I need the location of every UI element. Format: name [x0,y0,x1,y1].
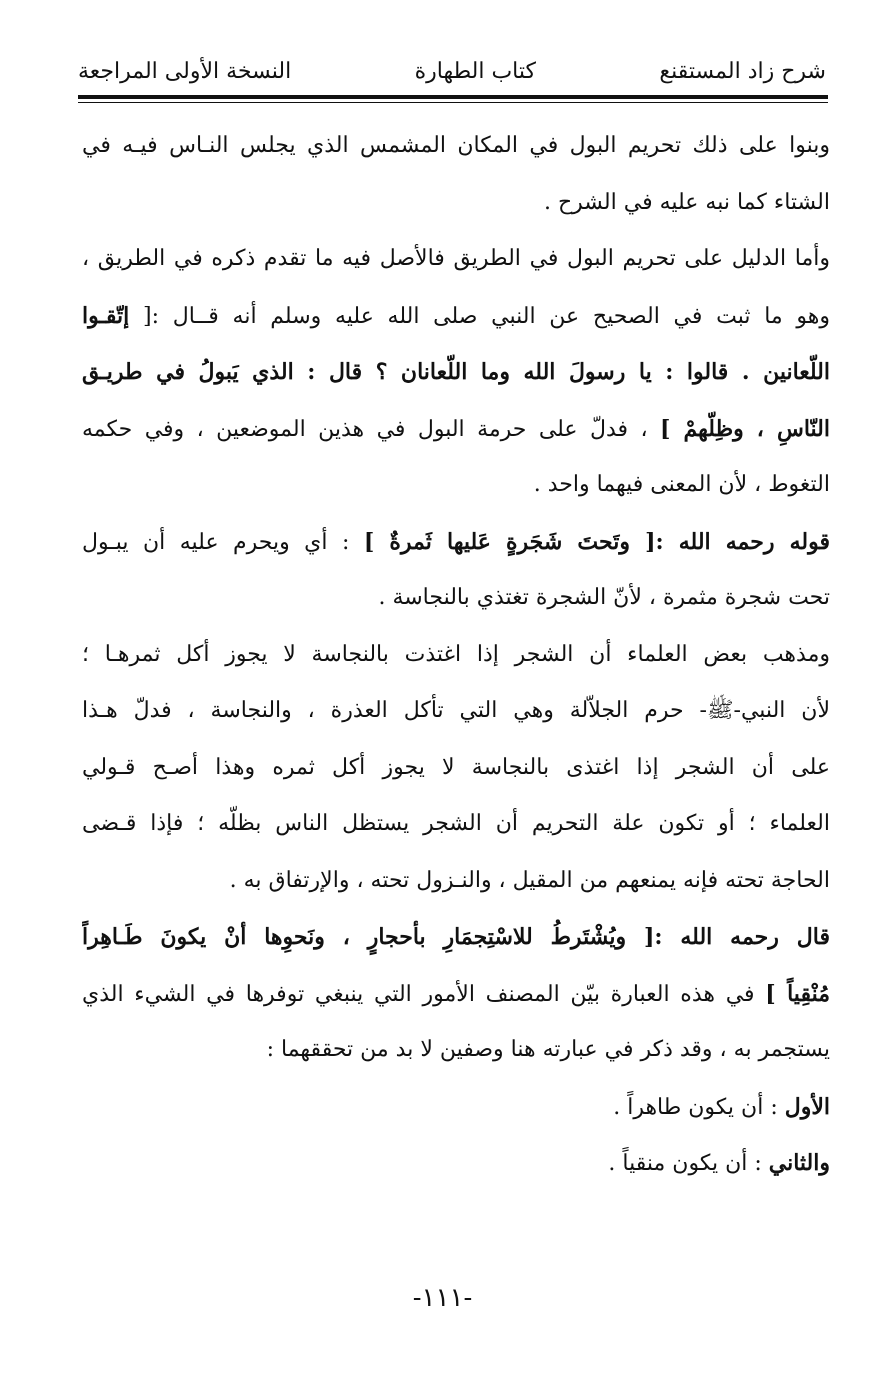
page-body [82,118,830,1192]
text-line [82,401,830,458]
text-segment: وهو ما ثبت في الصحيح عن النبي صلى الله عليه وسلم أنه قــال :[ [129,303,830,329]
text-line [82,966,830,1023]
header-rule-thick [78,95,828,99]
text-line [82,175,830,232]
text-segment: على أن الشجر إذا اغتذى بالنجاسة لا يجوز أكل ثمره وهذا أصـح قـولي [82,754,830,780]
bold-text-segment: مُنْقِياً ] [765,980,830,1007]
page-number: -١١١- [412,1283,473,1313]
bold-text-segment: والثاني [768,1150,830,1176]
text-segment: : أن يكون طاهراً . [613,1094,785,1120]
text-line [82,1022,830,1079]
bold-text-segment: الأول [784,1093,830,1120]
header-chapter-title: كتاب الطهارة [414,59,536,84]
text-segment: وأما الدليل على تحريم البول في الطريق فالأصل فيه ما تقدم ذكره في الطريق ، [82,246,830,271]
text-line [82,231,830,288]
text-segment: الحاجة تحته فإنه يمنعهم من المقيل ، والنـزول تحته ، والإرتفاق به . [229,867,830,893]
text-segment: : أي ويحرم عليه أن يبـول [82,529,364,555]
text-segment: التغوط ، لأن المعنى فيهما واحد . [533,472,830,497]
text-line [82,514,830,571]
text-segment: ومذهب بعض العلماء أن الشجر إذا اغتذت بالنجاسة لا يجوز أكل ثمرهـا ؛ [82,641,830,667]
bold-text-segment: إتّقـوا [82,302,130,329]
bold-text-segment: اللّعانين . قالوا : يا رسولَ الله وما اللّعانان ؟ قال : الذي يَبولُ في طريـق [82,359,830,385]
text-segment: العلماء ؛ أو تكون علة التحريم أن الشجر يستظل الناس بظلّه ؛ فإذا قـضى [82,811,830,836]
text-line [82,288,830,345]
text-segment: الشتاء كما نبه عليه في الشرح . [543,189,830,215]
text-line [82,457,830,514]
text-segment: يستجمر به ، وقد ذكر في عبارته هنا وصفين لا بد من تحققهما : [266,1037,830,1062]
text-segment: في هذه العبارة بيّن المصنف الأمور التي ينبغي توفرها في الشيء الذي [82,981,766,1007]
bold-text-segment: قال رحمه الله :[ ويُشْتَرطُ للاسْتِجمَارِ بأحجارٍ ، ونَحوِها أنْ يكونَ طَـاهِراً [82,924,830,950]
bold-text-segment: النّاسِ ، وظِلّهمْ ] [660,415,830,442]
text-segment: ، فدلّ على حرمة البول في هذين الموضعين ، وفي حكمه [82,416,660,442]
text-line [82,1079,830,1136]
text-line [82,909,830,966]
text-segment: : أن يكون منقياً . [608,1151,769,1176]
text-segment: وبنوا على ذلك تحريم البول في المكان المشمس الذي يجلس النـاس فيـه في [82,133,830,158]
text-line [82,1135,830,1192]
text-line [82,740,830,797]
header-edition-note: النسخة الأولى المراجعة [78,59,292,84]
text-line [82,118,830,175]
running-header [78,52,826,92]
header-rule-thin [78,102,828,103]
text-segment: تحت شجرة مثمرة ، لأنّ الشجرة تغتذي بالنجاسة . [378,585,830,610]
text-line [82,853,830,910]
text-line [82,683,830,740]
header-book-title: شرح زاد المستقنع [659,59,826,84]
text-line [82,796,830,853]
text-line [82,570,830,627]
text-segment: لأن النبي-ﷺ- حرم الجلاّلة وهي التي تأكل العذرة ، والنجاسة ، فدلّ هـذا [82,698,830,723]
text-line [82,627,830,684]
text-line [82,344,830,401]
bold-text-segment: قوله رحمه الله :[ وتَحتَ شَجَرةٍ عَليها ثَمرةٌ ] [363,528,830,555]
